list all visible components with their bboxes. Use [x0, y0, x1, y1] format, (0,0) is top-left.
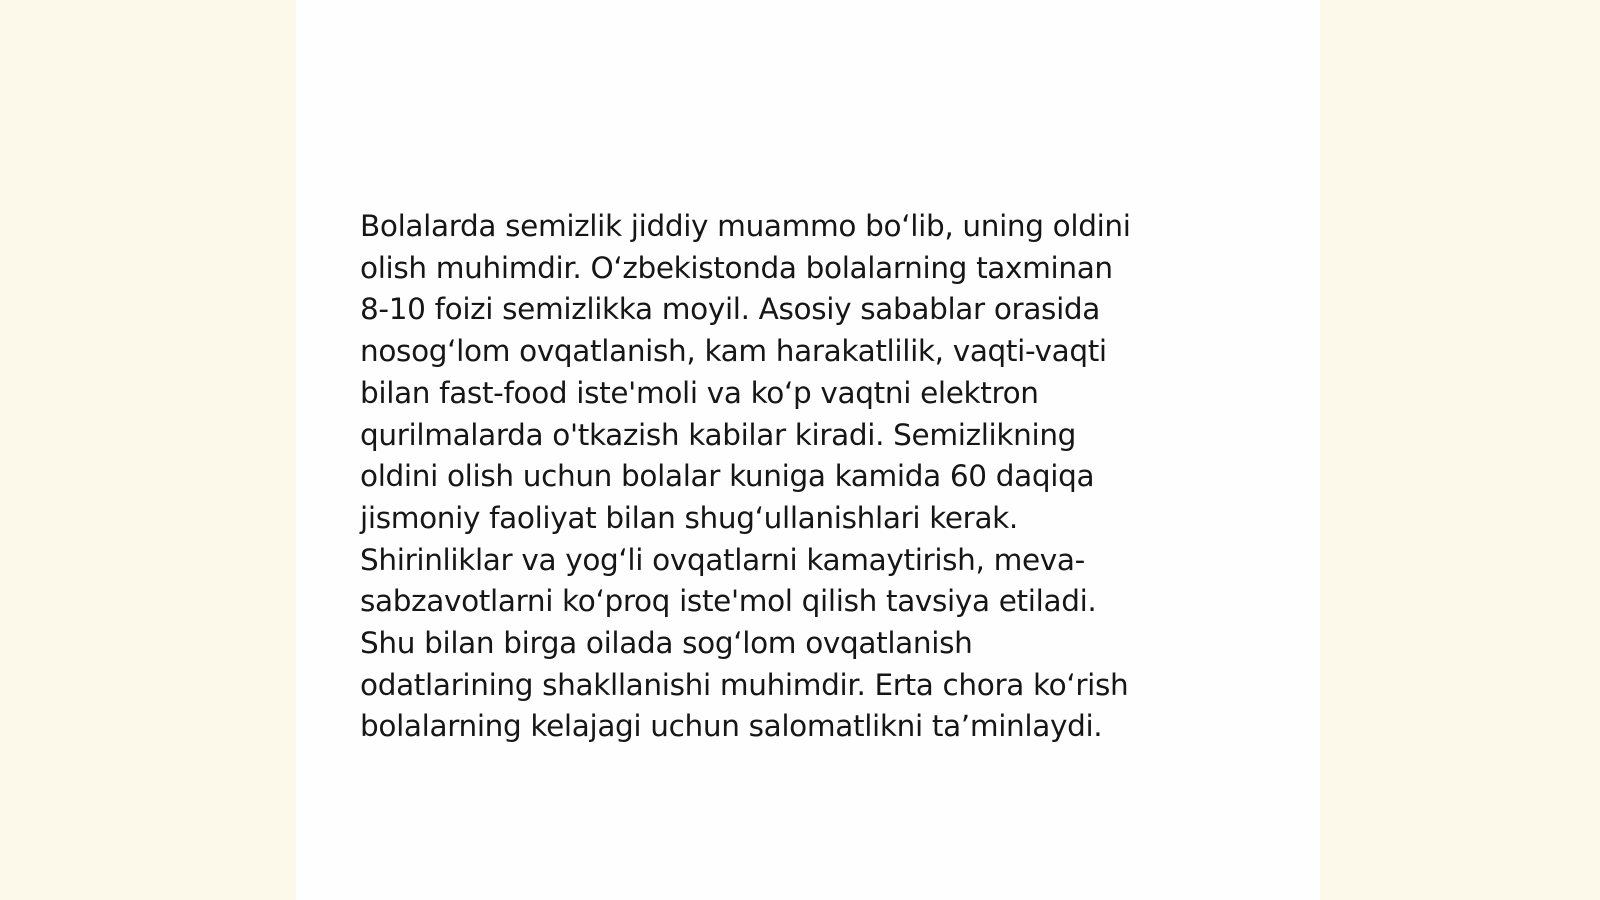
slide-body-text: Bolalarda semizlik jiddiy muammo boʻlib, uning oldini olish muhimdir. Oʻzbekistonda bolalarning taxminan 8-10 foizi semizlikka moyil. Asosiy sabablar orasida nosogʻlom ovqatlanish, kam harakatlilik, vaqti-vaqti bilan fast-food iste'moli va koʻp vaqtni elektron qurilmalarda o'tkazish kabilar kiradi. Semizlikning oldini olish uchun bolalar kuniga kamida 60 daqiqa jismoniy faoliyat bilan shugʻullanishlari kerak. Shirinliklar va yogʻli ovqatlarni kamaytirish, meva- sabzavotlarni koʻproq iste'mol qilish tavsiya etiladi. Shu bilan birga oilada sogʻlom ovqatlanish odatlarining shakllanishi muhimdir. Erta chora koʻrish bolalarning kelajagi uchun salomatlikni taʼminlaydi. [360, 209, 1131, 744]
slide [296, 0, 1320, 900]
